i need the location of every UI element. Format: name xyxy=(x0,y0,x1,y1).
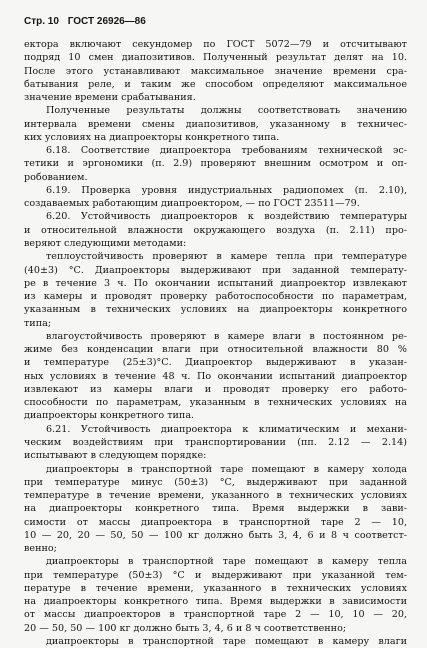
text-line: диапроекторы в транспортной таре помещают в камеру тепла xyxy=(46,556,407,568)
text-line: 20 — 50, 50 — 100 кг должно быть 3, 4, 6 и 8 ч соответственно; xyxy=(24,622,347,634)
text-line: диапроекторы в транспортной таре помещают в камеру влаги xyxy=(46,635,407,647)
text-line: и относительной влажности окружающего воздуха (п. 2.11) про- xyxy=(24,224,407,236)
text-line: интервала времени смены диапозитивов, указанному в техничес- xyxy=(24,118,407,130)
page-number: Стр. 10 xyxy=(24,16,59,27)
text-line: Полученные результаты должны соответствовать значению xyxy=(46,105,407,117)
text-line: способности по параметрам, указанным в технических условиях на xyxy=(24,397,407,409)
text-line: указанным в технических условиях на диапроекторы конкретного xyxy=(24,304,407,316)
text-line: ных условиях в течение 48 ч. По окончании испытаний диапроектор xyxy=(24,370,407,382)
text-line: значение времени срабатывания. xyxy=(24,92,196,104)
text-line: (40±3) °С. Диапроекторы выдерживают при заданной температу- xyxy=(24,264,407,276)
text-line: на диапроекторы конкретного типа. Время выдержки в зави- xyxy=(24,503,407,515)
text-line: веряют следующими методами: xyxy=(24,237,187,249)
text-line: на диапроекторы конкретного типа. Время выдержки в зависимости xyxy=(24,596,407,608)
text-line: 6.19. Проверка уровня индустриальных радиопомех (п. 2.10), xyxy=(46,184,407,196)
text-line: 6.21. Устойчивость диапроектора к климатическим и механи- xyxy=(46,423,407,435)
text-line: температуре в течение времени, указанного в технических условиях xyxy=(24,490,407,502)
text-line: симости от массы диапроектора в транспортной таре 2 — 10, xyxy=(24,516,407,528)
text-line: батывания реле, и таким же способом определяют максимальное xyxy=(24,78,407,90)
text-line: теплоустойчивость проверяют в камере тепла при температуре xyxy=(46,251,407,263)
text-line: и температуре (25±3)°С. Диапроектор выдерживают в указан- xyxy=(24,357,407,369)
text-line: ектора включают секундомер по ГОСТ 5072—79 и отсчитывают xyxy=(24,39,407,50)
page-header xyxy=(24,16,152,27)
text-line: извлекают из камеры влаги и проводят проверку его работо- xyxy=(24,383,407,395)
text-line: 10 — 20, 20 — 50, 50 — 100 кг должно быть 3, 4, 6 и 8 ч соответст- xyxy=(24,529,407,541)
text-line: при температуре минус (50±3) °С, выдерживают при заданной xyxy=(24,476,407,488)
text-line: венно; xyxy=(24,543,57,555)
text-line: жиме без конденсации влаги при относительной влажности 80 % xyxy=(24,344,407,356)
text-line: пературе в течение времени, указанного в технических условиях xyxy=(24,582,407,594)
text-line: типа; xyxy=(24,317,52,329)
text-line: из камеры и проводят проверку работоспособности по параметрам, xyxy=(24,291,407,303)
standard-designation: ГОСТ 26926—86 xyxy=(67,16,146,27)
text-line: После этого устанавливают максимальное значение времени сра- xyxy=(24,65,407,77)
text-line: подряд 10 смен диапозитивов. Полученный результат делят на 10. xyxy=(24,52,407,64)
text-line: диапроекторы конкретного типа. xyxy=(24,410,195,422)
text-line: ре в течение 3 ч. По окончании испытаний диапроектор извлекают xyxy=(24,277,407,289)
text-line: ких условиях на диапроекторы конкретного типа. xyxy=(24,131,280,143)
text-line: диапроекторы в транспортной таре помещают в камеру холода xyxy=(46,463,407,475)
text-line: создаваемых работающим диапроектором, — по ГОСТ 23511—79. xyxy=(24,198,360,210)
text-line: 6.18. Соответствие диапроектора требованиям технической эс- xyxy=(46,145,407,157)
text-line: 6.20. Устойчивость диапроекторов к воздействию температуры xyxy=(46,211,407,223)
text-line: от массы диапроекторов в транспортной таре 2 — 10, 10 — 20, xyxy=(24,609,407,621)
text-line: робованием. xyxy=(24,171,88,183)
text-line: тетики и эргономики (п. 2.9) проверяют внешним осмотром и оп- xyxy=(24,158,407,170)
text-line: испытывают в следующем порядке: xyxy=(24,450,207,462)
text-line: влагоустойчивость проверяют в камере влаги в постоянном ре- xyxy=(46,330,407,342)
text-line: при температуре (50±3) °С и выдерживают при указанной тем- xyxy=(24,569,407,581)
body-text xyxy=(24,38,407,648)
text-line: ческим воздействиям при транспортировании (пп. 2.12 — 2.14) xyxy=(24,436,407,448)
